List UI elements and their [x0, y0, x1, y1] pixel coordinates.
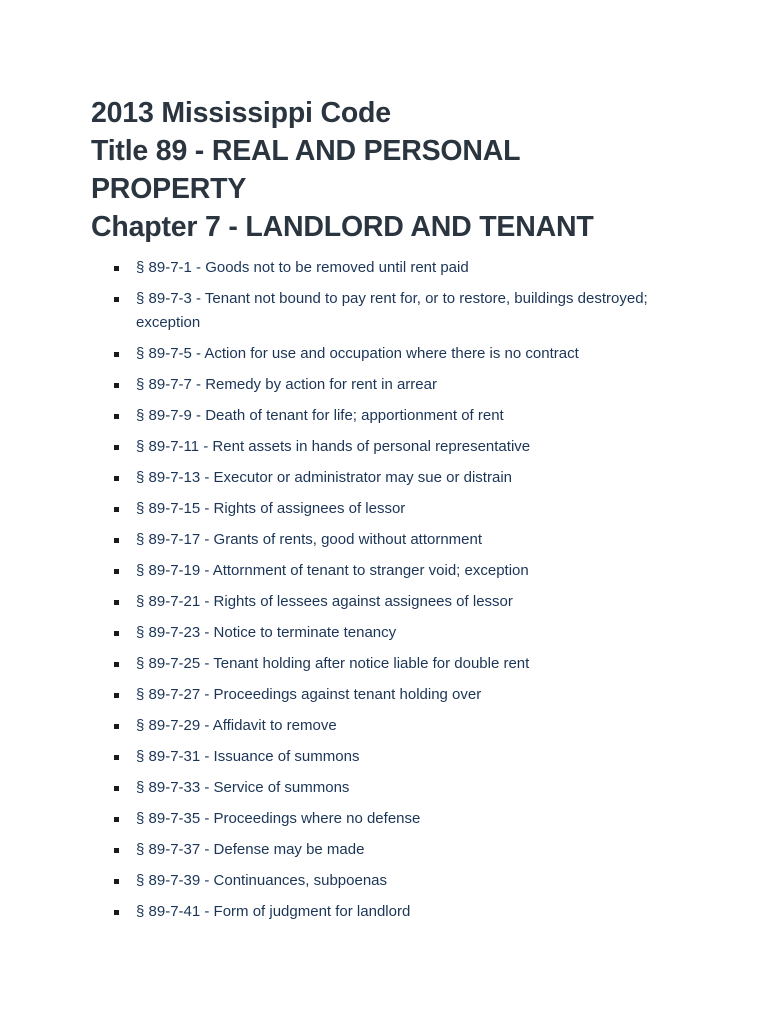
section-link[interactable]: § 89-7-7 - Remedy by action for rent in arrear: [136, 375, 437, 393]
square-bullet-icon: [114, 724, 119, 729]
section-list-item: [91, 900, 691, 924]
heading-chapter: Chapter 7 - LANDLORD AND TENANT: [91, 211, 594, 243]
heading-title-line: Title 89 - REAL AND PERSONAL: [91, 135, 521, 167]
section-list-item: [91, 435, 691, 459]
section-list-item: [91, 652, 691, 676]
section-link[interactable]: § 89-7-9 - Death of tenant for life; apportionment of rent: [136, 406, 504, 424]
square-bullet-icon: [114, 755, 119, 760]
document-page: [91, 94, 691, 931]
section-link[interactable]: § 89-7-11 - Rent assets in hands of personal representative: [136, 437, 531, 455]
section-link[interactable]: § 89-7-37 - Defense may be made: [136, 840, 365, 858]
document-heading: [91, 94, 691, 246]
section-list-item: [91, 256, 691, 280]
square-bullet-icon: [114, 631, 119, 636]
section-list-item: [91, 683, 691, 707]
section-list-item: [91, 590, 691, 614]
square-bullet-icon: [114, 266, 119, 271]
square-bullet-icon: [114, 297, 119, 302]
section-link[interactable]: § 89-7-31 - Issuance of summons: [136, 747, 360, 765]
square-bullet-icon: [114, 848, 119, 853]
square-bullet-icon: [114, 817, 119, 822]
section-list-item: [91, 838, 691, 862]
section-list-item: [91, 373, 691, 397]
section-link[interactable]: § 89-7-27 - Proceedings against tenant holding over: [136, 685, 482, 703]
section-link[interactable]: § 89-7-21 - Rights of lessees against assignees of lessor: [136, 592, 513, 610]
section-link[interactable]: § 89-7-5 - Action for use and occupation where there is no contract: [136, 344, 579, 362]
section-list-item: [91, 714, 691, 738]
section-list-item: [91, 287, 691, 334]
section-list-item: [91, 559, 691, 583]
section-list-item: [91, 404, 691, 428]
section-link[interactable]: § 89-7-33 - Service of summons: [136, 778, 350, 796]
square-bullet-icon: [114, 476, 119, 481]
section-list-item: [91, 621, 691, 645]
section-list: [91, 256, 691, 923]
square-bullet-icon: [114, 538, 119, 543]
square-bullet-icon: [114, 879, 119, 884]
heading-title-line-cont: PROPERTY: [91, 173, 247, 205]
square-bullet-icon: [114, 569, 119, 574]
square-bullet-icon: [114, 662, 119, 667]
section-list-item: [91, 528, 691, 552]
section-list-item: [91, 466, 691, 490]
section-list-item: [91, 807, 691, 831]
section-link[interactable]: § 89-7-25 - Tenant holding after notice liable for double rent: [136, 654, 530, 672]
square-bullet-icon: [114, 910, 119, 915]
section-link[interactable]: § 89-7-41 - Form of judgment for landlord: [136, 902, 411, 920]
section-link[interactable]: § 89-7-1 - Goods not to be removed until rent paid: [136, 259, 469, 276]
section-link[interactable]: § 89-7-3 - Tenant not bound to pay rent for, or to restore, buildings destroyed; exception: [136, 290, 648, 331]
square-bullet-icon: [114, 414, 119, 419]
section-list-item: [91, 497, 691, 521]
section-link[interactable]: § 89-7-35 - Proceedings where no defense: [136, 809, 421, 827]
square-bullet-icon: [114, 600, 119, 605]
section-link[interactable]: § 89-7-39 - Continuances, subpoenas: [136, 871, 388, 889]
heading-code-year: 2013 Mississippi Code: [91, 97, 391, 129]
section-link[interactable]: § 89-7-23 - Notice to terminate tenancy: [136, 623, 397, 641]
section-link[interactable]: § 89-7-13 - Executor or administrator may sue or distrain: [136, 468, 512, 486]
square-bullet-icon: [114, 693, 119, 698]
section-link[interactable]: § 89-7-15 - Rights of assignees of lessor: [136, 499, 406, 517]
square-bullet-icon: [114, 445, 119, 450]
square-bullet-icon: [114, 786, 119, 791]
section-list-item: [91, 342, 691, 366]
section-link[interactable]: § 89-7-29 - Affidavit to remove: [136, 716, 337, 734]
section-link[interactable]: § 89-7-19 - Attornment of tenant to stranger void; exception: [136, 561, 529, 579]
square-bullet-icon: [114, 352, 119, 357]
square-bullet-icon: [114, 383, 119, 388]
section-link[interactable]: § 89-7-17 - Grants of rents, good without attornment: [136, 530, 483, 548]
square-bullet-icon: [114, 507, 119, 512]
section-list-item: [91, 745, 691, 769]
section-list-item: [91, 776, 691, 800]
section-list-item: [91, 869, 691, 893]
